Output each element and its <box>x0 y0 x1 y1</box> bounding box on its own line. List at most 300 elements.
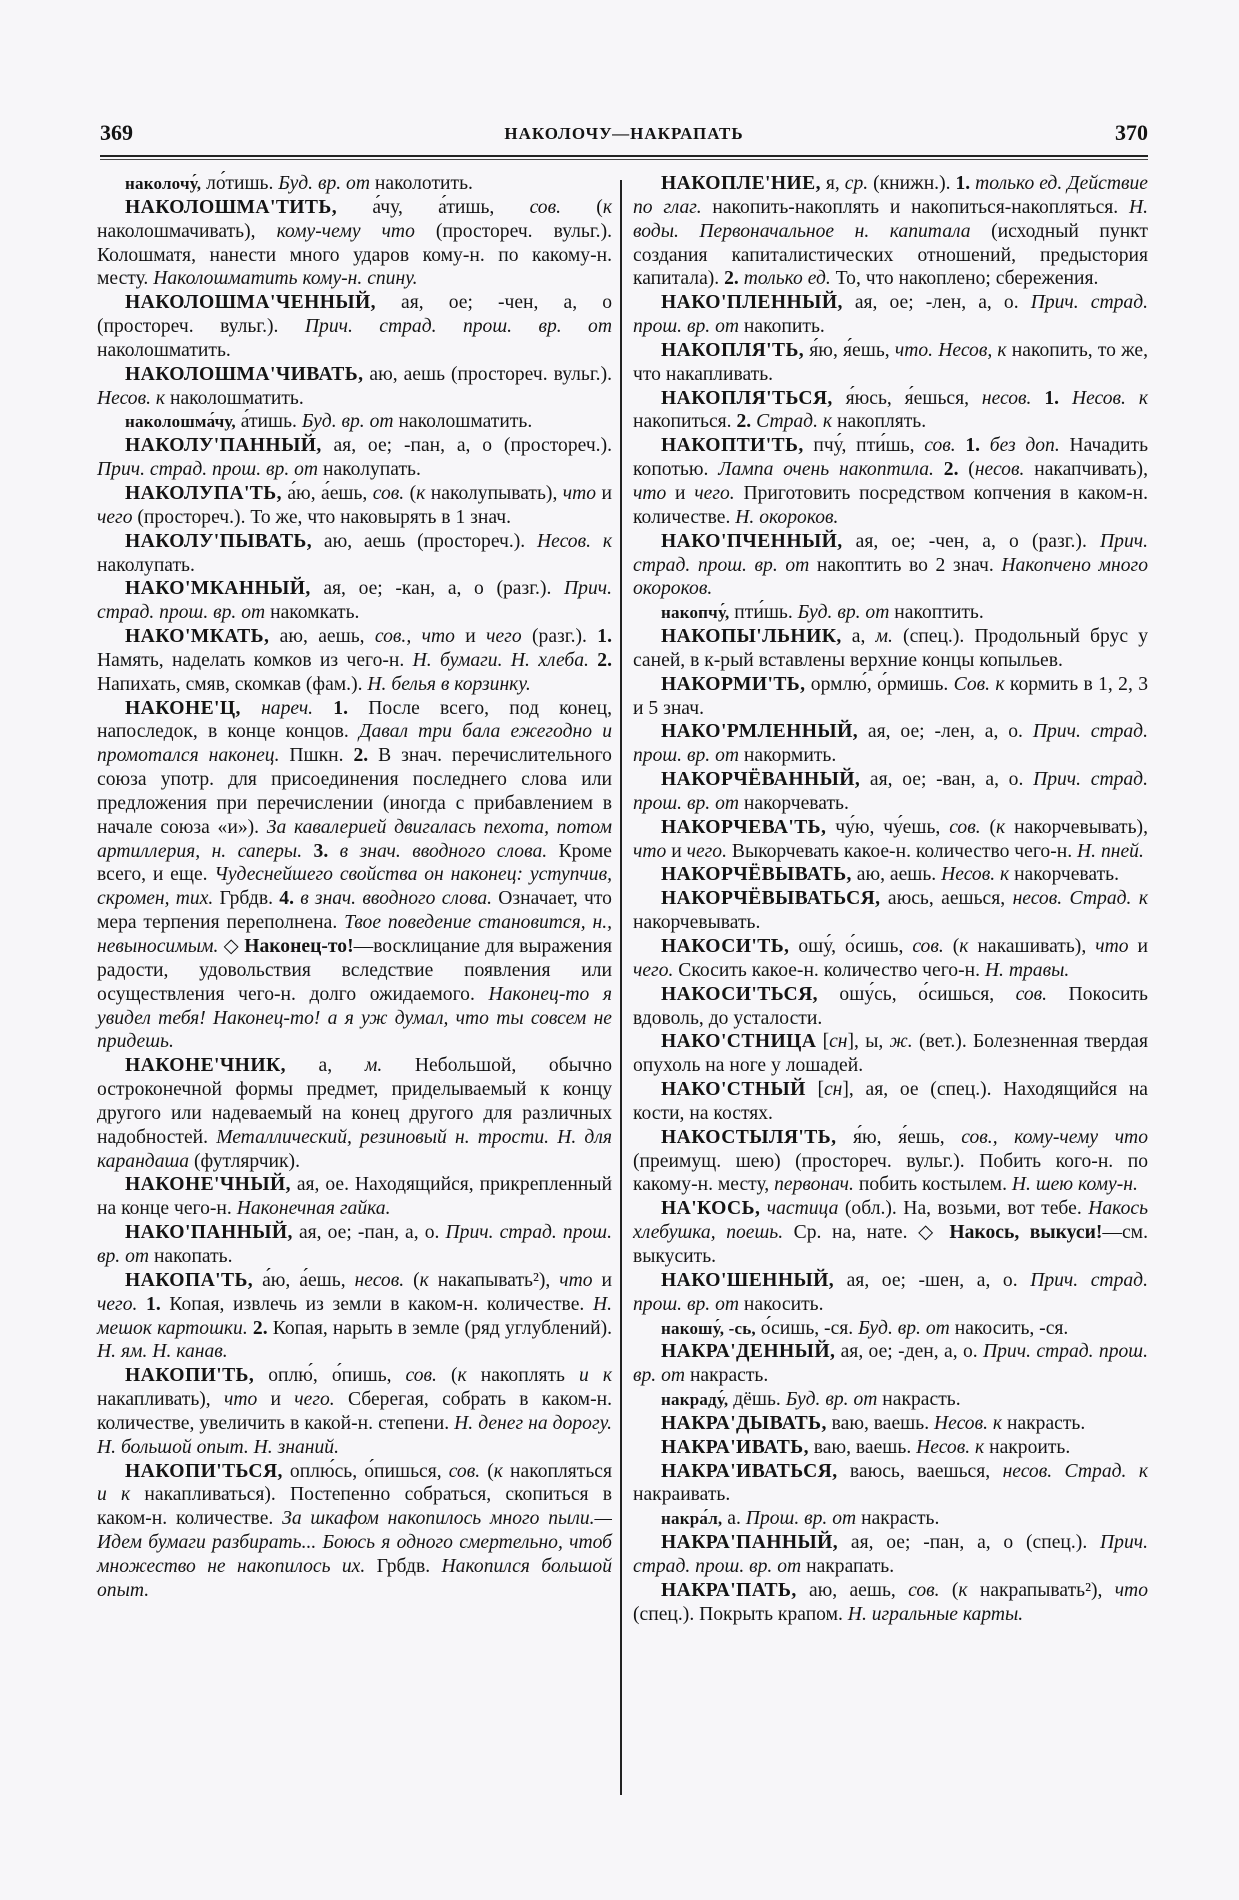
definition-text: ошу́сь, о́сишься, <box>817 983 1016 1005</box>
definition-text: накормить. <box>739 745 837 767</box>
italic-text: Н. травы. <box>984 959 1070 981</box>
headword: НАКО'РМЛЕННЫЙ, <box>661 721 859 743</box>
definition-text: пти́шь. <box>729 602 798 624</box>
headword: наколошма́чу, <box>125 412 236 432</box>
italic-text: сн <box>829 1031 848 1053</box>
definition-text: я́юсь, я́ешься, <box>832 387 982 409</box>
definition-text: аю, аешь (простореч. вульг.). <box>363 363 612 385</box>
column-divider <box>620 180 622 1795</box>
definition-text: накопить-накоплять и накопиться-накопляться. <box>701 196 1129 218</box>
italic-text: ср. <box>844 173 869 194</box>
definition-text: ( <box>404 1269 420 1291</box>
definition-text: —восклицание для выражения радости, удовольствия вследствие появления или осуществления чего-н. долго ожидаемого. <box>97 936 612 1005</box>
dictionary-entry <box>633 601 1148 625</box>
bold-text: 4. <box>279 888 294 910</box>
definition-text: наколошматить. <box>393 411 533 433</box>
definition-text: чу́ю, чу́ешь, <box>826 816 950 838</box>
italic-text: сов. <box>924 435 956 457</box>
headword: НАКОСИ'ТЬ, <box>661 936 790 957</box>
italic-text: несов. <box>354 1269 405 1291</box>
italic-text: к <box>996 816 1006 838</box>
italic-text: Прич. страд. прош. вр. от <box>633 1532 1148 1577</box>
bold-text: 1. <box>1044 387 1060 409</box>
headword: НАКОЛУ'ПЫВАТЬ, <box>125 530 313 552</box>
headword: НАКОЛОШМА'ЧИВАТЬ, <box>125 363 364 385</box>
definition-text: накрасть. <box>685 1365 769 1387</box>
definition-text: (книжн.). <box>868 173 956 194</box>
italic-text: что <box>223 1389 258 1411</box>
definition-text: накорчевывать. <box>633 912 761 934</box>
definition-text: накопать. <box>149 1245 233 1267</box>
definition-text: (простореч. вульг.). Колошматя, нанести много ударов кому-н. по какому-н. месту. <box>97 220 612 290</box>
definition-text: кормить в 1, 2, 3 и 5 знач. <box>633 673 1149 719</box>
italic-text: сов. <box>405 1365 437 1387</box>
bold-text: 1. <box>955 173 971 194</box>
italic-text: Наколошматить кому-н. спину. <box>153 268 418 290</box>
dictionary-entry <box>633 816 1148 864</box>
headword: НАКОПИ'ТЬ, <box>125 1365 255 1387</box>
dictionary-entry <box>97 172 612 196</box>
definition-text: ваюсь, ваешься, <box>837 1460 1003 1482</box>
definition-text: я, <box>820 173 845 194</box>
definition-text <box>328 841 339 862</box>
definition-text: накашивать), <box>968 936 1096 957</box>
definition-text: Напихать, смяв, скомкав (фам.). <box>97 673 368 695</box>
italic-text: чего. <box>97 1293 138 1315</box>
italic-text: м. <box>364 1055 383 1077</box>
definition-text: накапливать), <box>97 1389 224 1411</box>
definition-text: накопиться. <box>633 411 737 433</box>
definition-text: накапливаться). Постепенно собраться, скопиться в каком-н. количестве. <box>97 1484 612 1530</box>
dictionary-entry <box>633 1579 1148 1627</box>
definition-text: накрасть. <box>877 1389 961 1411</box>
italic-text: в знач. вводного слова. <box>300 888 493 910</box>
italic-text: чего. <box>633 959 674 981</box>
bold-text: 1. <box>965 435 981 457</box>
headword: НАКОЛОШМА'ЧЕННЫЙ, <box>125 292 376 314</box>
definition-text: ло́тишь. <box>201 173 279 194</box>
italic-text: сов. <box>529 196 561 218</box>
dictionary-entry <box>97 1364 612 1459</box>
definition-text: [ <box>816 1031 830 1053</box>
definition-text: То, что накоплено; сбережения. <box>830 268 1099 290</box>
definition-text: аюсь, аешься, <box>880 888 1013 910</box>
italic-text: к <box>416 482 426 504</box>
definition-text: ая, ое; -ден, а, о. <box>835 1341 983 1363</box>
dictionary-entry <box>97 363 612 411</box>
italic-text: сов. <box>1015 983 1048 1005</box>
definition-text: Кроме всего, и еще. <box>97 840 612 886</box>
dictionary-entry <box>633 339 1148 387</box>
definition-text <box>137 1294 146 1315</box>
definition-text: а. <box>722 1508 746 1530</box>
definition-text <box>313 698 333 719</box>
italic-text: сов. <box>448 1460 481 1482</box>
italic-text: Прич. страд. прош. вр. от <box>633 292 1149 338</box>
definition-text: оплю́, о́пишь, <box>254 1365 406 1387</box>
definition-text: накопить, то же, что накапливать. <box>633 339 1149 385</box>
definition-text: ая, ое; -пан, а, о (спец.). <box>838 1532 1100 1554</box>
italic-text: За шкафом накопилось много пыли.— Идем бумаги разбирать... Боюсь я одного смертельно, чтоб множество не накопилось их. <box>97 1508 612 1577</box>
italic-text: сов., что <box>374 626 455 648</box>
italic-text: Наконец-то я увидел тебя! Наконец-то! а я уж думал, что ты совсем не придешь. <box>97 983 613 1053</box>
definition-text: накоптить во 2 знач. <box>809 554 1002 576</box>
definition-text: ( <box>561 196 603 218</box>
definition-text: накорчевывать), <box>1005 816 1148 838</box>
italic-text: Н. бумаги. Н. хлеба. <box>412 649 589 671</box>
definition-text: [ <box>805 1079 824 1101</box>
italic-text: нареч. <box>261 697 314 719</box>
italic-text: чего <box>97 506 133 528</box>
definition-text: (вет.). Болезненная твердая опухоль на ноге у лошадей. <box>633 1031 1148 1077</box>
headword: наколочу́, <box>125 174 202 193</box>
definition-text: ( <box>958 459 975 481</box>
headword: НАКРА'ИВАТЬ, <box>661 1436 809 1458</box>
definition-text: накроить. <box>984 1436 1071 1458</box>
bold-text: 2. <box>736 411 752 433</box>
headword: НАКОЛУ'ПАННЫЙ, <box>125 435 322 457</box>
definition-text: наколупать. <box>318 459 421 481</box>
column-right <box>633 172 1148 1626</box>
definition-text: Грбдв. <box>213 888 280 910</box>
italic-text: и к <box>97 1484 131 1506</box>
definition-text: Выкорчевать какое-н. количество чего-н. <box>726 840 1078 862</box>
dictionary-entry <box>633 887 1148 935</box>
definition-text: аю, аешь (простореч.). <box>312 530 538 552</box>
header-rule <box>100 155 1148 157</box>
definition-text: Небольшой, обычно остроконечной формы предмет, приделываемый к концу другого или надеваемый на конец другого для различных надобностей. <box>97 1055 612 1148</box>
definition-text: В знач. перечислительного союза употр. для присоединения последнего слова или предложения при перечислении (иногда с прибавлением в начале союза «и»). <box>97 745 612 838</box>
headword: НАКРА'ПАННЫЙ, <box>661 1532 839 1554</box>
dictionary-entry <box>633 768 1148 816</box>
definition-text: ( <box>436 1365 458 1387</box>
italic-text: Прич. страд. прош. вр. от <box>97 459 319 481</box>
definition-text: накорчевать. <box>739 792 849 814</box>
definition-text: и <box>454 626 487 648</box>
definition-text: ( <box>943 936 960 957</box>
definition-text: ошу́, о́сишь, <box>789 936 913 957</box>
dictionary-entry <box>633 863 1148 887</box>
definition-text: Ср. на, нате. ◇ <box>783 1222 950 1244</box>
italic-text: к <box>602 196 612 218</box>
definition-text: ( <box>480 1460 494 1482</box>
definition-text: накосить, -ся. <box>949 1317 1069 1339</box>
definition-text <box>1059 388 1072 409</box>
definition-text: накопить. <box>739 316 825 338</box>
definition-text: ( <box>980 816 997 838</box>
italic-text: к <box>457 1365 467 1387</box>
italic-text: За кавалерией двигалась пехота, потом артиллерия, н. саперы. <box>97 816 612 862</box>
headword: НАКОПЛЯ'ТЬСЯ, <box>661 387 833 409</box>
definition-text: наколошматить. <box>97 339 231 361</box>
definition-text: и <box>666 482 695 504</box>
dictionary-entry <box>633 720 1148 768</box>
italic-text: чего. <box>294 1389 335 1411</box>
bold-text: 2. <box>943 459 959 481</box>
dictionary-entry <box>97 291 612 363</box>
italic-text: частица <box>766 1198 839 1220</box>
headword: НАКОНЕ'Ц, <box>125 697 241 719</box>
definition-text: Приготовить посредством копчения в каком-н. количестве. <box>633 482 1148 528</box>
italic-text: только ед. <box>743 268 831 290</box>
page-header <box>100 120 1148 150</box>
headword: НАКОРЧЁВЫВАТЬСЯ, <box>661 888 881 910</box>
definition-text: Скосить какое-н. количество чего-н. <box>673 959 985 981</box>
bold-text: 3. <box>313 840 329 862</box>
definition-text: ормлю́, о́рмишь. <box>805 673 954 695</box>
definition-text: Намять, наделать комков из чего-н. <box>97 649 413 671</box>
definition-text: (спец.). Продольный брус у саней, в к-рый вставлены верхние концы копыльев. <box>633 626 1148 671</box>
italic-text: Буд. вр. от <box>785 1389 878 1411</box>
page-number-right: 370 <box>1115 120 1148 145</box>
italic-text: Сов. к <box>953 673 1005 695</box>
italic-text: что <box>559 1269 593 1291</box>
definition-text: аю, аешь, <box>796 1579 909 1601</box>
italic-text: Прош. вр. от <box>745 1508 857 1530</box>
headword: НАКОНЕ'ЧНИК, <box>125 1055 286 1077</box>
bold-text: 1. <box>333 697 348 719</box>
page-number-left: 369 <box>100 120 133 145</box>
bold-text: 2. <box>252 1317 268 1339</box>
dictionary-entry <box>633 1269 1148 1317</box>
dictionary-entry <box>97 482 612 530</box>
italic-text: Н. окороков. <box>735 506 839 528</box>
definition-text: я́ю, я́ешь, <box>836 1126 962 1148</box>
dictionary-entry <box>633 673 1148 721</box>
definition-text: пчу́, пти́шь, <box>803 435 925 457</box>
definition-text: накрапывать²), <box>967 1579 1115 1601</box>
italic-text: Н. пней. <box>1077 840 1144 862</box>
headword: НАКОРЧЕВА'ТЬ, <box>661 816 827 838</box>
definition-text: а́тишь. <box>235 411 302 433</box>
headword: НАКОРЧЁВАННЫЙ, <box>661 769 861 791</box>
headword: накраду́, <box>661 1390 729 1410</box>
dictionary-entry <box>97 434 612 482</box>
headword: НАКОПА'ТЬ, <box>125 1269 254 1291</box>
definition-text: а́ю, а́ешь, <box>281 482 373 504</box>
italic-text: Чудеснейшего свойства он наконец: уступчив, скромен, тих. <box>97 864 612 910</box>
definition-text: а, <box>841 626 876 648</box>
definition-text: ], ы, <box>847 1031 890 1053</box>
definition-text: ваю, ваешь. <box>808 1436 917 1458</box>
headword: НАКОПЛЕ'НИЕ, <box>661 173 821 194</box>
headword: НАКО'ПАННЫЙ, <box>125 1222 293 1244</box>
italic-text: Несов. к <box>97 387 166 409</box>
italic-text: Н. белья в корзинку. <box>367 673 531 695</box>
definition-text <box>934 459 944 480</box>
italic-text: Несов. к <box>537 530 612 552</box>
definition-text: наколупать. <box>97 554 195 576</box>
dictionary-entry <box>633 1197 1148 1269</box>
italic-text: Буд. вр. от <box>858 1317 950 1339</box>
definition-text: и <box>1128 936 1148 957</box>
italic-text: несов. <box>974 459 1025 481</box>
dictionary-entry <box>633 1507 1148 1531</box>
bold-text: 2. <box>353 745 369 767</box>
italic-text: сн <box>823 1079 843 1101</box>
dictionary-entry <box>633 1436 1148 1460</box>
definition-text: а́чу, а́тишь, <box>337 196 530 218</box>
italic-text: Страд. к <box>756 411 833 433</box>
headword: НАКОНЕ'ЧНЫЙ, <box>125 1174 291 1196</box>
headword: НАКО'ПЛЕННЫЙ, <box>661 292 843 314</box>
italic-text: м. <box>875 626 893 648</box>
italic-text: без доп. <box>989 435 1060 457</box>
definition-text: ( <box>939 1579 959 1601</box>
italic-text: Н. денег на дорогу. Н. большой опыт. Н. знаний. <box>97 1412 612 1458</box>
italic-text: Прич. страд. прош. вр. от <box>633 1341 1148 1387</box>
dictionary-entry <box>97 697 612 1055</box>
definition-text: ая, ое; -кан, а, о (разг.). <box>310 578 564 600</box>
italic-text: только ед. Действие по глаг. <box>633 173 1148 218</box>
headword: НАКОРМИ'ТЬ, <box>661 673 806 695</box>
italic-text: сов. <box>372 482 405 504</box>
italic-text: чего <box>486 626 522 648</box>
definition-text: и <box>257 1389 295 1411</box>
definition-text: аю, аешь. <box>851 864 942 886</box>
italic-text: Н. игральные карты. <box>847 1603 1024 1625</box>
bold-text: 2. <box>724 268 739 290</box>
definition-text: Означает, что мера терпения переполнена. <box>97 888 612 934</box>
italic-text: Н. шею кому-н. <box>1011 1174 1138 1196</box>
dictionary-entry <box>97 196 612 291</box>
italic-text: что. Несов, к <box>894 339 1007 361</box>
italic-text: что <box>1095 936 1129 957</box>
dictionary-entry <box>97 1173 612 1221</box>
definition-text: ая, ое; -шен, а, о. <box>834 1269 1031 1291</box>
italic-text: к <box>958 1579 968 1601</box>
dictionary-entry <box>633 1317 1148 1341</box>
headword: НАКОСТЫЛЯ'ТЬ, <box>661 1126 837 1148</box>
definition-text: оплю́сь, о́пишься, <box>282 1460 449 1482</box>
headword: НАКОРЧЁВЫВАТЬ, <box>661 864 852 886</box>
definition-text: Сберегая, собрать в каком-н. количестве, увеличить в какой-н. степени. <box>97 1389 612 1434</box>
definition-text: накапывать²), <box>428 1269 560 1291</box>
definition-text <box>1031 388 1044 409</box>
headword: накопчу́, <box>661 603 730 623</box>
definition-text: (обл.). На, возьми, вот тебе. <box>838 1198 1089 1220</box>
italic-text: Несов. к <box>941 864 1010 886</box>
italic-text: сов. <box>908 1579 940 1601</box>
definition-text: Копая, нарыть в земле (ряд углублений). <box>267 1317 612 1339</box>
italic-text: Накопился большой опыт. <box>97 1555 612 1601</box>
italic-text: Н. воды. Первоначальное н. капитала <box>633 196 1148 242</box>
italic-text: первонач. <box>774 1174 854 1196</box>
dictionary-entry <box>633 1126 1148 1198</box>
italic-text: Прич. страд. прош. вр. от <box>633 530 1148 576</box>
definition-text <box>302 841 313 862</box>
italic-text: Прич. страд. прош. вр. от <box>97 578 612 624</box>
italic-text: сов. <box>912 936 944 957</box>
dictionary-entry <box>97 625 612 697</box>
italic-text: и к <box>579 1365 612 1387</box>
italic-text: несов. <box>981 387 1032 409</box>
headword: НАКОПТИ'ТЬ, <box>661 435 804 457</box>
bold-text: 1. <box>597 626 612 648</box>
italic-text: Металлический, резиновый н. трости. Н. для карандаша <box>97 1126 612 1172</box>
definition-text: накорчевать. <box>1009 864 1120 886</box>
italic-text: чего. <box>694 482 735 504</box>
dictionary-entry <box>633 291 1148 339</box>
definition-text: накосить. <box>739 1293 824 1315</box>
dictionary-entry <box>97 1054 612 1173</box>
definition-text: Покосить вдоволь, до усталости. <box>633 983 1148 1029</box>
dictionary-entry <box>633 434 1148 529</box>
italic-text: сов., кому-чему что <box>961 1126 1149 1148</box>
headword: НАКОПИ'ТЬСЯ, <box>125 1460 283 1482</box>
dictionary-entry <box>633 1078 1148 1126</box>
italic-text: Несов. к <box>934 1412 1003 1434</box>
headword: НАКО'ПЧЕННЫЙ, <box>661 530 843 552</box>
dictionary-entry <box>633 935 1148 983</box>
headword: НАКО'МКАТЬ, <box>125 626 270 648</box>
definition-text: а́ю, а́ешь, <box>253 1269 355 1291</box>
headword: НАКРА'ПАТЬ, <box>661 1579 797 1601</box>
dictionary-entry <box>97 577 612 625</box>
running-title: НАКОЛОЧУ—НАКРАПАТЬ <box>504 124 744 143</box>
dictionary-entry <box>97 1269 612 1364</box>
headword: НАКО'МКАННЫЙ, <box>125 578 311 600</box>
italic-text: Несов. к <box>916 1436 985 1458</box>
definition-text: наколупывать), <box>425 482 563 504</box>
bold-text: Наконец-то! <box>244 936 354 957</box>
italic-text: что <box>633 840 667 862</box>
dictionary-entry <box>633 172 1148 291</box>
definition-text: (разг.). <box>521 626 598 648</box>
definition-text: ], ая, ое (спец.). Находящийся на кости, на костях. <box>633 1079 1148 1124</box>
definition-text: накоплять. <box>832 411 927 433</box>
italic-text: Несов. к <box>1071 387 1148 409</box>
bold-text: Накось, выкуси! <box>949 1222 1103 1244</box>
headword: НАКОСИ'ТЬСЯ, <box>661 983 818 1005</box>
definition-text: ая, ое; -пан, а, о (простореч.). <box>321 435 612 457</box>
italic-text: в знач. вводного слова. <box>339 840 548 862</box>
definition-text: Начадить копотью. <box>633 435 1149 481</box>
headword: НАКОЛОШМА'ТИТЬ, <box>125 196 338 218</box>
headword: НАКО'ШЕННЫЙ, <box>661 1269 835 1291</box>
headword: НАКО'СТНЫЙ <box>661 1079 806 1101</box>
italic-text: Прич. страд. прош. вр. от <box>304 316 613 338</box>
definition-text: Копая, извлечь из земли в каком-н. количестве. <box>160 1293 593 1315</box>
definition-text: о́сишь, -ся. <box>755 1317 859 1339</box>
dictionary-entry <box>97 1221 612 1269</box>
italic-text: что <box>633 482 667 504</box>
italic-text: что <box>1114 1579 1148 1601</box>
italic-text: Буд. вр. от <box>278 173 370 194</box>
definition-text: аю, аешь, <box>269 626 375 648</box>
dictionary-entry <box>633 530 1148 602</box>
definition-text: ( <box>404 482 417 504</box>
headword: накра́л, <box>661 1509 723 1529</box>
italic-text: ж. <box>889 1031 913 1053</box>
header-rule-thin <box>100 159 1148 160</box>
italic-text: Буд. вр. от <box>301 411 394 433</box>
headword: НАКОПЫ'ЛЬНИК, <box>661 626 842 648</box>
dictionary-entry <box>97 410 612 434</box>
definition-text: ваю, ваешь. <box>826 1412 934 1434</box>
italic-text: Н. ям. Н. канав. <box>97 1341 228 1363</box>
dictionary-entry <box>633 1030 1148 1078</box>
italic-text: что <box>562 482 597 504</box>
bold-text: 2. <box>597 649 612 671</box>
definition-text: накрасть. <box>1002 1412 1086 1434</box>
italic-text: Прич. страд. прош. вр. от <box>97 1222 612 1267</box>
definition-text: После всего, под конец, напоследок, в конце концов. <box>97 697 613 743</box>
column-left <box>97 172 612 1603</box>
bold-text: 1. <box>146 1293 161 1315</box>
italic-text: сов. <box>949 816 981 838</box>
italic-text: несов. Страд. к <box>1012 888 1148 910</box>
